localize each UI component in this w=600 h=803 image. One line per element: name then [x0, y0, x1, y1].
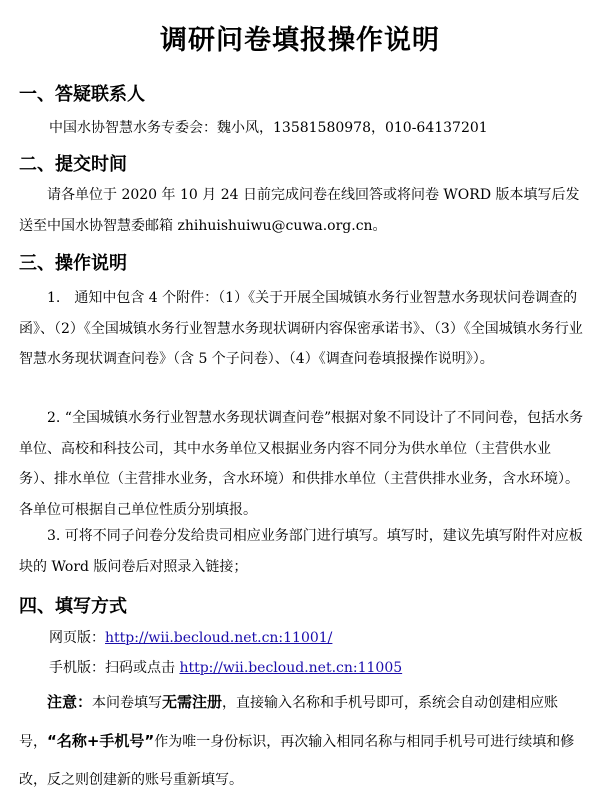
mobile-version-row — [49, 657, 402, 677]
section-heading-contact: 一、答疑联系人 — [19, 84, 145, 105]
instruction-item-3: 3. 可将不同子问卷分发给贵司相应业务部门进行填写。填写时，建议先填写附件对应板块的 Word 版问卷后对照录入链接； — [19, 528, 583, 575]
contact-text: 中国水协智慧水务专委会：魏小风，13581580978，010-64137201 — [49, 120, 488, 136]
note-paragraph — [19, 683, 585, 799]
note-text-e: 作为唯一身份标识，再次输入相同名称与相同手机号可进行续填和修改，反之则创建新的账号重新填写。 — [19, 734, 575, 788]
note-text-a: 本问卷填写 — [92, 695, 163, 711]
page-title: 调研问卷填报操作说明 — [160, 25, 440, 56]
mobile-version-label: 手机版：扫码或点击 — [49, 660, 180, 676]
web-version-row — [49, 627, 332, 647]
note-label: 注意： — [47, 693, 93, 711]
submit-time-text: 请各单位于 2020 年 10 月 24 日前完成问卷在线回答或将问卷 WORD 版本填写后发送至中国水协智慧委邮箱 zhihuishuiwu@cuwa.org.cn。 — [19, 187, 580, 234]
note-identity-key: “名称+手机号” — [47, 732, 155, 750]
mobile-version-link[interactable]: http://wii.becloud.net.cn:11005 — [179, 660, 403, 676]
instruction-item-1: 1. 通知中包含 4 个附件：（1）《关于开展全国城镇水务行业智慧水务现状问卷调查的函》、（2）《全国城镇水务行业智慧水务现状调研内容保密承诺书》、（3）《全国城镇水务行业智慧水务现状调查问卷》（含 5 个子问卷）、（4）《调查问卷填报操作说明》）。 — [19, 290, 583, 367]
note-no-registration: 无需注册 — [162, 693, 223, 711]
note-text-c: ，直接输入名称和手机号即可，系统会自动创建相应账号， — [19, 695, 559, 750]
section-heading-fill-method: 四、填写方式 — [19, 596, 127, 617]
instruction-item-2: 2. “全国城镇水务行业智慧水务现状调查问卷”根据对象不同设计了不同问卷，包括水务单位、高校和科技公司，其中水务单位又根据业务内容不同分为供水单位（主营供水业务）、排水单位（主营排水业务，含水环境）和供排水单位（主营供排水业务，含水环境）。各单位可根据自己单位性质分别填报。 — [19, 410, 584, 518]
web-version-label: 网页版： — [49, 630, 105, 646]
web-version-link[interactable]: http://wii.becloud.net.cn:11001/ — [105, 630, 333, 646]
section-heading-submit-time: 二、提交时间 — [19, 154, 127, 175]
section-heading-instructions: 三、操作说明 — [19, 253, 127, 274]
